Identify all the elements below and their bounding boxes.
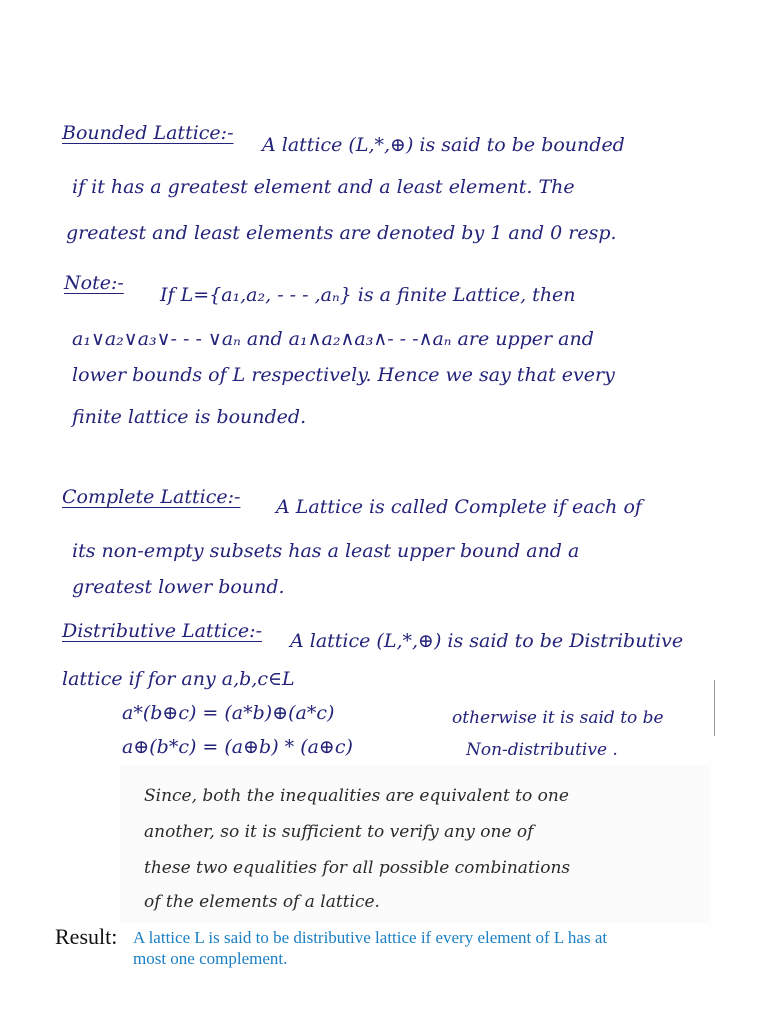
- bounded-line-3: greatest and least elements are denoted by 1 and 0 resp.: [66, 222, 617, 244]
- pencil-line-4: of the elements of a lattice.: [144, 892, 380, 912]
- distributive-equation-1: a*(b⊕c) = (a*b)⊕(a*c): [122, 702, 335, 724]
- note-line-4: finite lattice is bounded.: [72, 406, 307, 428]
- distributive-equation-2: a⊕(b*c) = (a⊕b) * (a⊕c): [122, 736, 353, 758]
- distributive-line-1: A lattice (L,*,⊕) is said to be Distributive: [290, 630, 684, 652]
- bounded-lattice-heading: Bounded Lattice:-: [62, 122, 234, 144]
- bounded-line-1: A lattice (L,*,⊕) is said to be bounded: [262, 134, 625, 156]
- scan-edge-divider: [714, 680, 715, 736]
- note-line-3: lower bounds of L respectively. Hence we say that every: [72, 364, 615, 386]
- complete-line-3: greatest lower bound.: [72, 576, 285, 598]
- pencil-line-1: Since, both the inequalities are equivalent to one: [144, 786, 569, 806]
- otherwise-note: otherwise it is said to be: [452, 708, 664, 728]
- note-heading: Note:-: [64, 272, 124, 294]
- pencil-line-3: these two equalities for all possible combinations: [144, 858, 571, 878]
- distributive-line-2: lattice if for any a,b,c∈L: [62, 668, 295, 690]
- bounded-line-2: if it has a greatest element and a least element. The: [72, 176, 575, 198]
- non-distributive-note: Non-distributive .: [466, 740, 618, 760]
- complete-lattice-heading: Complete Lattice:-: [62, 486, 241, 508]
- note-line-2: a₁∨a₂∨a₃∨- - - ∨aₙ and a₁∧a₂∧a₃∧- - -∧aₙ are upper and: [72, 328, 594, 350]
- pencil-line-2: another, so it is sufficient to verify any one of: [144, 822, 534, 842]
- note-line-1: If L={a₁,a₂, - - - ,aₙ} is a finite Lattice, then: [160, 284, 576, 306]
- distributive-lattice-heading: Distributive Lattice:-: [62, 620, 262, 642]
- result-text: A lattice L is said to be distributive lattice if every element of L has at most one complement.: [133, 928, 608, 968]
- result-label: Result:: [55, 924, 118, 949]
- complete-line-1: A Lattice is called Complete if each of: [276, 496, 642, 518]
- complete-line-2: its non-empty subsets has a least upper bound and a: [72, 540, 580, 562]
